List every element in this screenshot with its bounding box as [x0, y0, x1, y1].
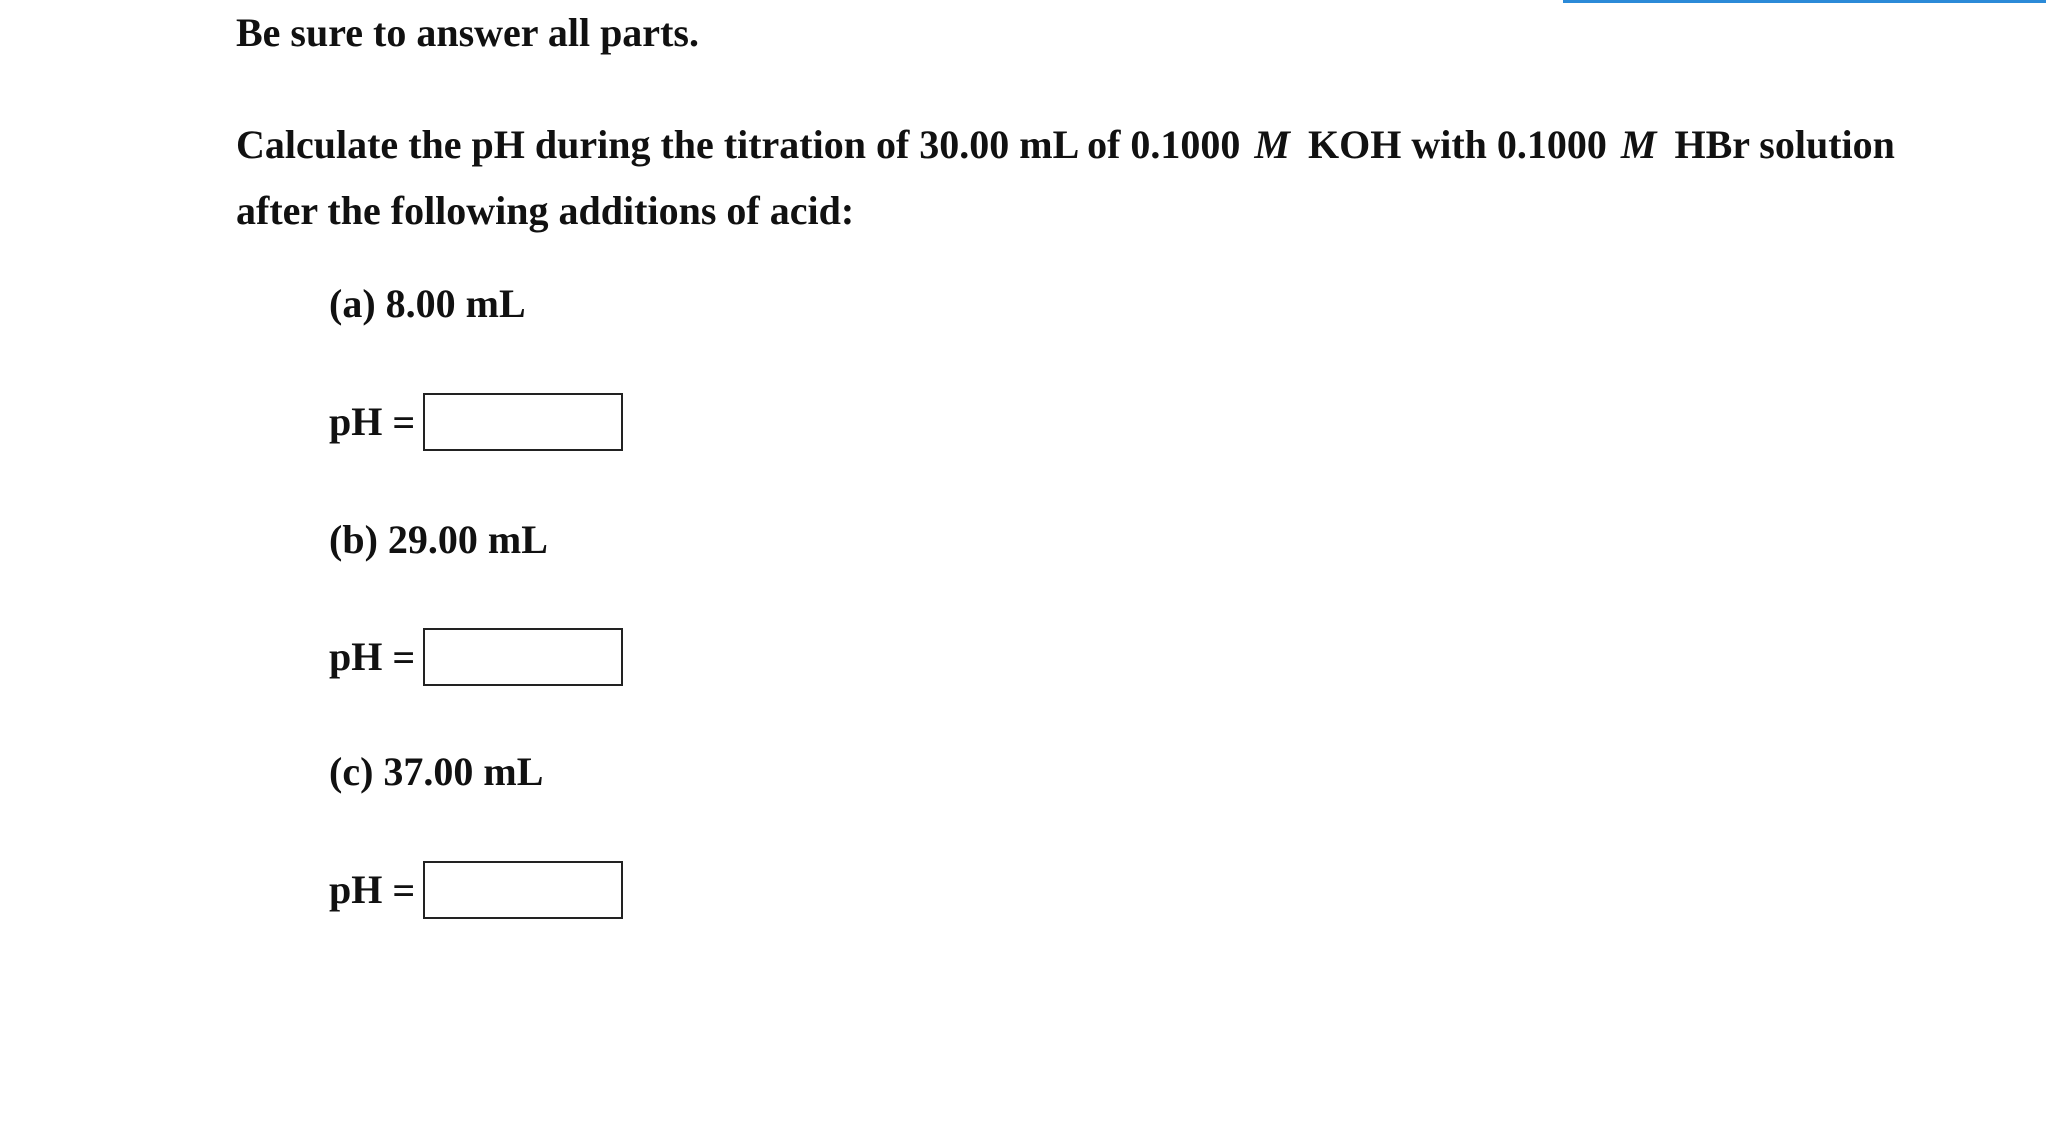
part-b-equals-sign: = — [392, 634, 416, 680]
part-c-equals-sign: = — [392, 867, 416, 913]
part-a-equals-sign: = — [392, 399, 416, 445]
part-c-ph-label: pH — [329, 867, 383, 912]
question-text-part-1: Calculate the pH during the titration of 30.00 mL of 0.1000 — [236, 122, 1241, 167]
question-text — [236, 112, 1936, 244]
part-b-answer-row — [329, 625, 623, 689]
molarity-symbol-1: M — [1254, 122, 1290, 167]
part-c-ph-input[interactable] — [423, 861, 623, 919]
part-c-label: (c) 37.00 mL — [329, 749, 544, 794]
question-text-part-3: HBr solution after the following additions of acid: — [236, 122, 1895, 233]
part-a-ph-input[interactable] — [423, 393, 623, 451]
part-a-answer-row — [329, 390, 623, 454]
instruction-text: Be sure to answer all parts. — [236, 10, 699, 55]
part-a-ph-label: pH — [329, 399, 383, 444]
part-b-label: (b) 29.00 mL — [329, 517, 548, 562]
part-c-answer-row — [329, 858, 623, 922]
question-text-part-2: KOH with 0.1000 — [1308, 122, 1607, 167]
top-accent-bar — [1563, 0, 2046, 3]
part-b-ph-input[interactable] — [423, 628, 623, 686]
part-a-label: (a) 8.00 mL — [329, 281, 526, 326]
part-b-ph-label: pH — [329, 634, 383, 679]
molarity-symbol-2: M — [1620, 122, 1657, 167]
